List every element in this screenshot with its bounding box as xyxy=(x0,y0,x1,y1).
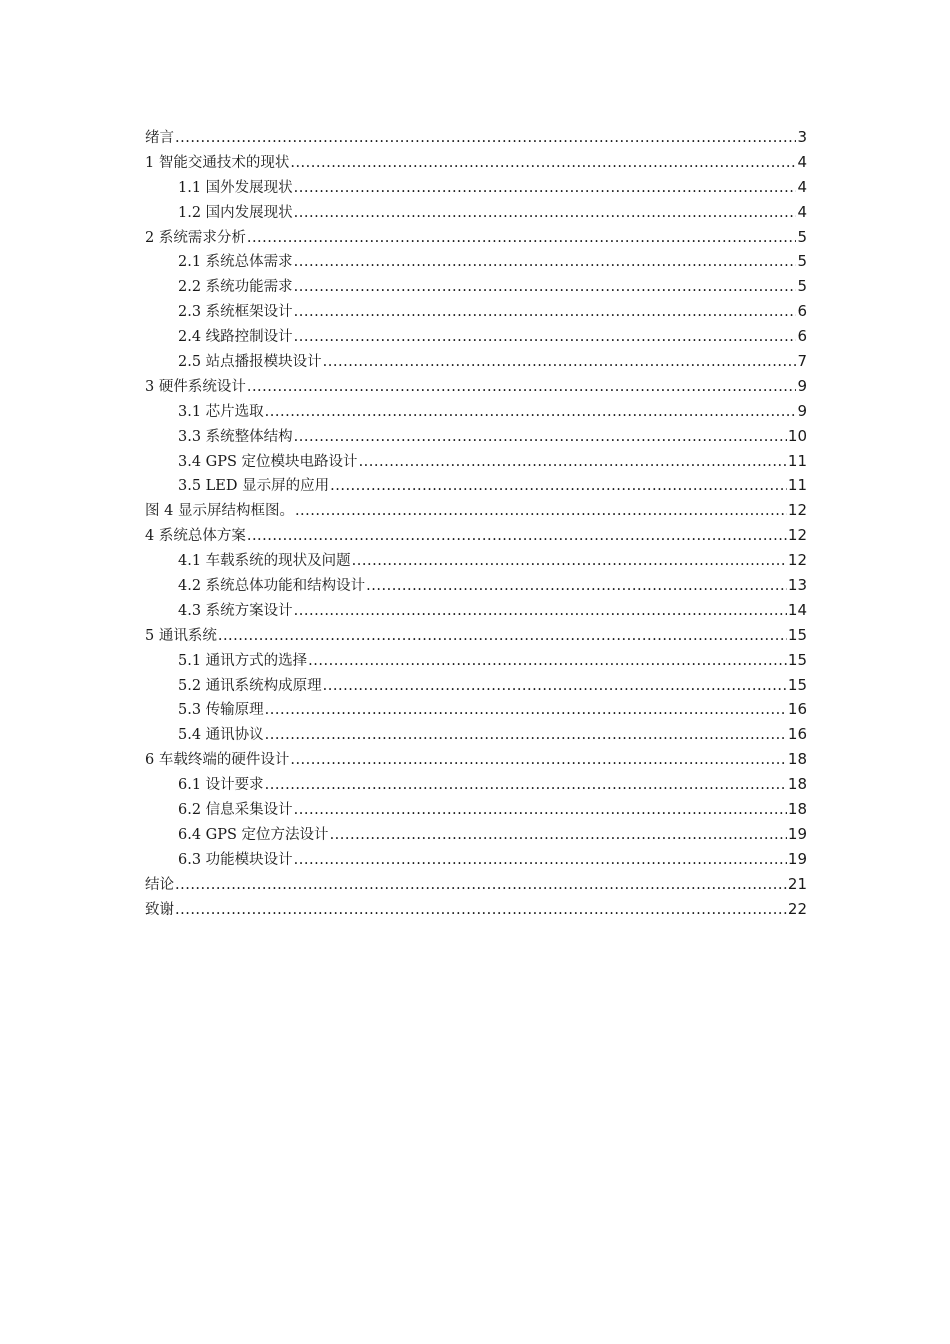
dot-leader xyxy=(294,300,797,325)
dot-leader xyxy=(290,748,787,773)
toc-entry-page-number: 11 xyxy=(787,451,807,470)
toc-entry-title: 4.3 系统方案设计 xyxy=(178,602,293,619)
dot-leader xyxy=(308,649,787,674)
toc-entry-title: 6.2 信息采集设计 xyxy=(178,802,293,819)
table-of-contents xyxy=(145,125,807,922)
toc-entry-title: 5.2 通讯系统构成原理 xyxy=(178,677,322,694)
dot-leader xyxy=(323,674,787,699)
toc-entry-page-number: 5 xyxy=(797,227,807,246)
toc-entry-title: 3 硬件系统设计 xyxy=(145,378,246,395)
toc-entry[interactable] xyxy=(145,872,807,897)
dot-leader xyxy=(294,325,797,350)
toc-entry[interactable] xyxy=(145,897,807,922)
toc-entry[interactable] xyxy=(145,150,807,175)
dot-leader xyxy=(247,226,797,251)
dot-leader xyxy=(175,898,787,923)
toc-entry-page-number: 16 xyxy=(787,700,807,719)
dot-leader xyxy=(265,723,787,748)
toc-entry-page-number: 18 xyxy=(787,800,807,819)
toc-entry-page-number: 9 xyxy=(797,376,807,395)
toc-entry-page-number: 6 xyxy=(797,327,807,346)
toc-entry[interactable] xyxy=(145,374,807,399)
toc-entry[interactable] xyxy=(145,125,807,150)
toc-entry-title: 2.3 系统框架设计 xyxy=(178,304,293,321)
toc-entry-title: 3.3 系统整体结构 xyxy=(178,428,293,445)
dot-leader xyxy=(290,151,796,176)
toc-entry-page-number: 12 xyxy=(787,551,807,570)
toc-entry-page-number: 14 xyxy=(787,600,807,619)
dot-leader xyxy=(323,350,797,375)
toc-entry-title: 6.3 功能模块设计 xyxy=(178,851,293,868)
toc-entry-title: 1 智能交通技术的现状 xyxy=(145,154,290,171)
toc-entry[interactable] xyxy=(145,274,807,299)
toc-entry-title: 1.1 国外发展现状 xyxy=(178,179,293,196)
toc-entry-title: 5.3 传输原理 xyxy=(178,702,264,719)
toc-entry-title: 6 车载终端的硬件设计 xyxy=(145,752,290,769)
toc-entry-page-number: 11 xyxy=(787,476,807,495)
dot-leader xyxy=(294,848,787,873)
toc-entry[interactable] xyxy=(145,473,807,498)
toc-entry-page-number: 19 xyxy=(787,824,807,843)
dot-leader xyxy=(265,773,787,798)
toc-entry[interactable] xyxy=(145,673,807,698)
toc-entry-page-number: 15 xyxy=(787,625,807,644)
toc-entry-page-number: 9 xyxy=(797,401,807,420)
toc-entry-title: 结论 xyxy=(145,876,174,893)
toc-entry-page-number: 5 xyxy=(797,277,807,296)
toc-entry-page-number: 15 xyxy=(787,675,807,694)
toc-entry[interactable] xyxy=(145,349,807,374)
dot-leader xyxy=(295,499,787,524)
toc-entry[interactable] xyxy=(145,648,807,673)
toc-entry[interactable] xyxy=(145,722,807,747)
toc-entry-page-number: 16 xyxy=(787,725,807,744)
toc-entry-page-number: 19 xyxy=(787,849,807,868)
toc-entry-title: 2.4 线路控制设计 xyxy=(178,329,293,346)
toc-entry-title: 5 通讯系统 xyxy=(145,627,217,644)
toc-entry-page-number: 21 xyxy=(787,874,807,893)
toc-entry-page-number: 12 xyxy=(787,501,807,520)
toc-entry[interactable] xyxy=(145,175,807,200)
toc-entry-page-number: 15 xyxy=(787,650,807,669)
toc-entry-title: 3.1 芯片选取 xyxy=(178,403,264,420)
toc-entry-page-number: 4 xyxy=(797,202,807,221)
toc-entry[interactable] xyxy=(145,573,807,598)
toc-entry-title: 4.2 系统总体功能和结构设计 xyxy=(178,578,366,595)
dot-leader xyxy=(330,474,787,499)
dot-leader xyxy=(330,823,787,848)
dot-leader xyxy=(359,450,787,475)
toc-entry-title: 4 系统总体方案 xyxy=(145,528,246,545)
dot-leader xyxy=(294,250,797,275)
dot-leader xyxy=(218,624,787,649)
dot-leader xyxy=(352,549,787,574)
toc-entry[interactable] xyxy=(145,548,807,573)
toc-entry-title: 6.1 设计要求 xyxy=(178,777,264,794)
toc-entry[interactable] xyxy=(145,598,807,623)
toc-entry[interactable] xyxy=(145,299,807,324)
toc-entry-page-number: 4 xyxy=(797,152,807,171)
dot-leader xyxy=(294,275,797,300)
dot-leader xyxy=(294,798,787,823)
dot-leader xyxy=(247,375,797,400)
dot-leader xyxy=(294,201,797,226)
toc-entry-title: 3.5 LED 显示屏的应用 xyxy=(178,478,330,495)
toc-entry-page-number: 22 xyxy=(787,899,807,918)
toc-entry[interactable] xyxy=(145,797,807,822)
dot-leader xyxy=(247,524,787,549)
toc-entry[interactable] xyxy=(145,424,807,449)
toc-entry[interactable] xyxy=(145,498,807,523)
toc-entry-title: 3.4 GPS 定位模块电路设计 xyxy=(178,453,358,470)
toc-entry-title: 2.2 系统功能需求 xyxy=(178,279,293,296)
toc-entry[interactable] xyxy=(145,747,807,772)
toc-entry-title: 2.1 系统总体需求 xyxy=(178,254,293,271)
toc-entry-page-number: 3 xyxy=(797,128,807,146)
toc-entry[interactable] xyxy=(145,847,807,872)
toc-entry-page-number: 7 xyxy=(797,352,807,371)
toc-entry[interactable] xyxy=(145,324,807,349)
toc-entry-title: 1.2 国内发展现状 xyxy=(178,204,293,221)
toc-entry-title: 2 系统需求分析 xyxy=(145,229,246,246)
dot-leader xyxy=(294,425,787,450)
toc-entry-title: 6.4 GPS 定位方法设计 xyxy=(178,826,329,843)
toc-entry[interactable] xyxy=(145,449,807,474)
dot-leader xyxy=(294,176,797,201)
dot-leader xyxy=(265,698,787,723)
toc-entry[interactable] xyxy=(145,200,807,225)
dot-leader xyxy=(366,574,787,599)
toc-entry-page-number: 18 xyxy=(787,775,807,794)
toc-entry-page-number: 5 xyxy=(797,252,807,271)
dot-leader xyxy=(175,126,796,151)
dot-leader xyxy=(294,599,787,624)
toc-entry-page-number: 6 xyxy=(797,302,807,321)
toc-entry-page-number: 10 xyxy=(787,426,807,445)
toc-entry-title: 致谢 xyxy=(145,901,174,918)
toc-entry-title: 图 4 显示屏结构框图。 xyxy=(145,503,294,520)
toc-entry-title: 4.1 车载系统的现状及问题 xyxy=(178,553,351,570)
toc-entry[interactable] xyxy=(145,822,807,847)
toc-entry-page-number: 4 xyxy=(797,177,807,196)
toc-entry-title: 绪言 xyxy=(145,130,174,146)
dot-leader xyxy=(265,400,797,425)
toc-entry[interactable] xyxy=(145,523,807,548)
toc-entry-title: 5.4 通讯协议 xyxy=(178,727,264,744)
toc-entry[interactable] xyxy=(145,399,807,424)
toc-entry-page-number: 13 xyxy=(787,576,807,595)
toc-entry[interactable] xyxy=(145,772,807,797)
toc-entry[interactable] xyxy=(145,623,807,648)
toc-entry[interactable] xyxy=(145,697,807,722)
toc-entry-title: 2.5 站点播报模块设计 xyxy=(178,354,322,371)
toc-entry[interactable] xyxy=(145,225,807,250)
toc-entry-page-number: 12 xyxy=(787,526,807,545)
toc-entry-page-number: 18 xyxy=(787,750,807,769)
dot-leader xyxy=(175,873,787,898)
toc-entry[interactable] xyxy=(145,249,807,274)
toc-entry-title: 5.1 通讯方式的选择 xyxy=(178,652,308,669)
